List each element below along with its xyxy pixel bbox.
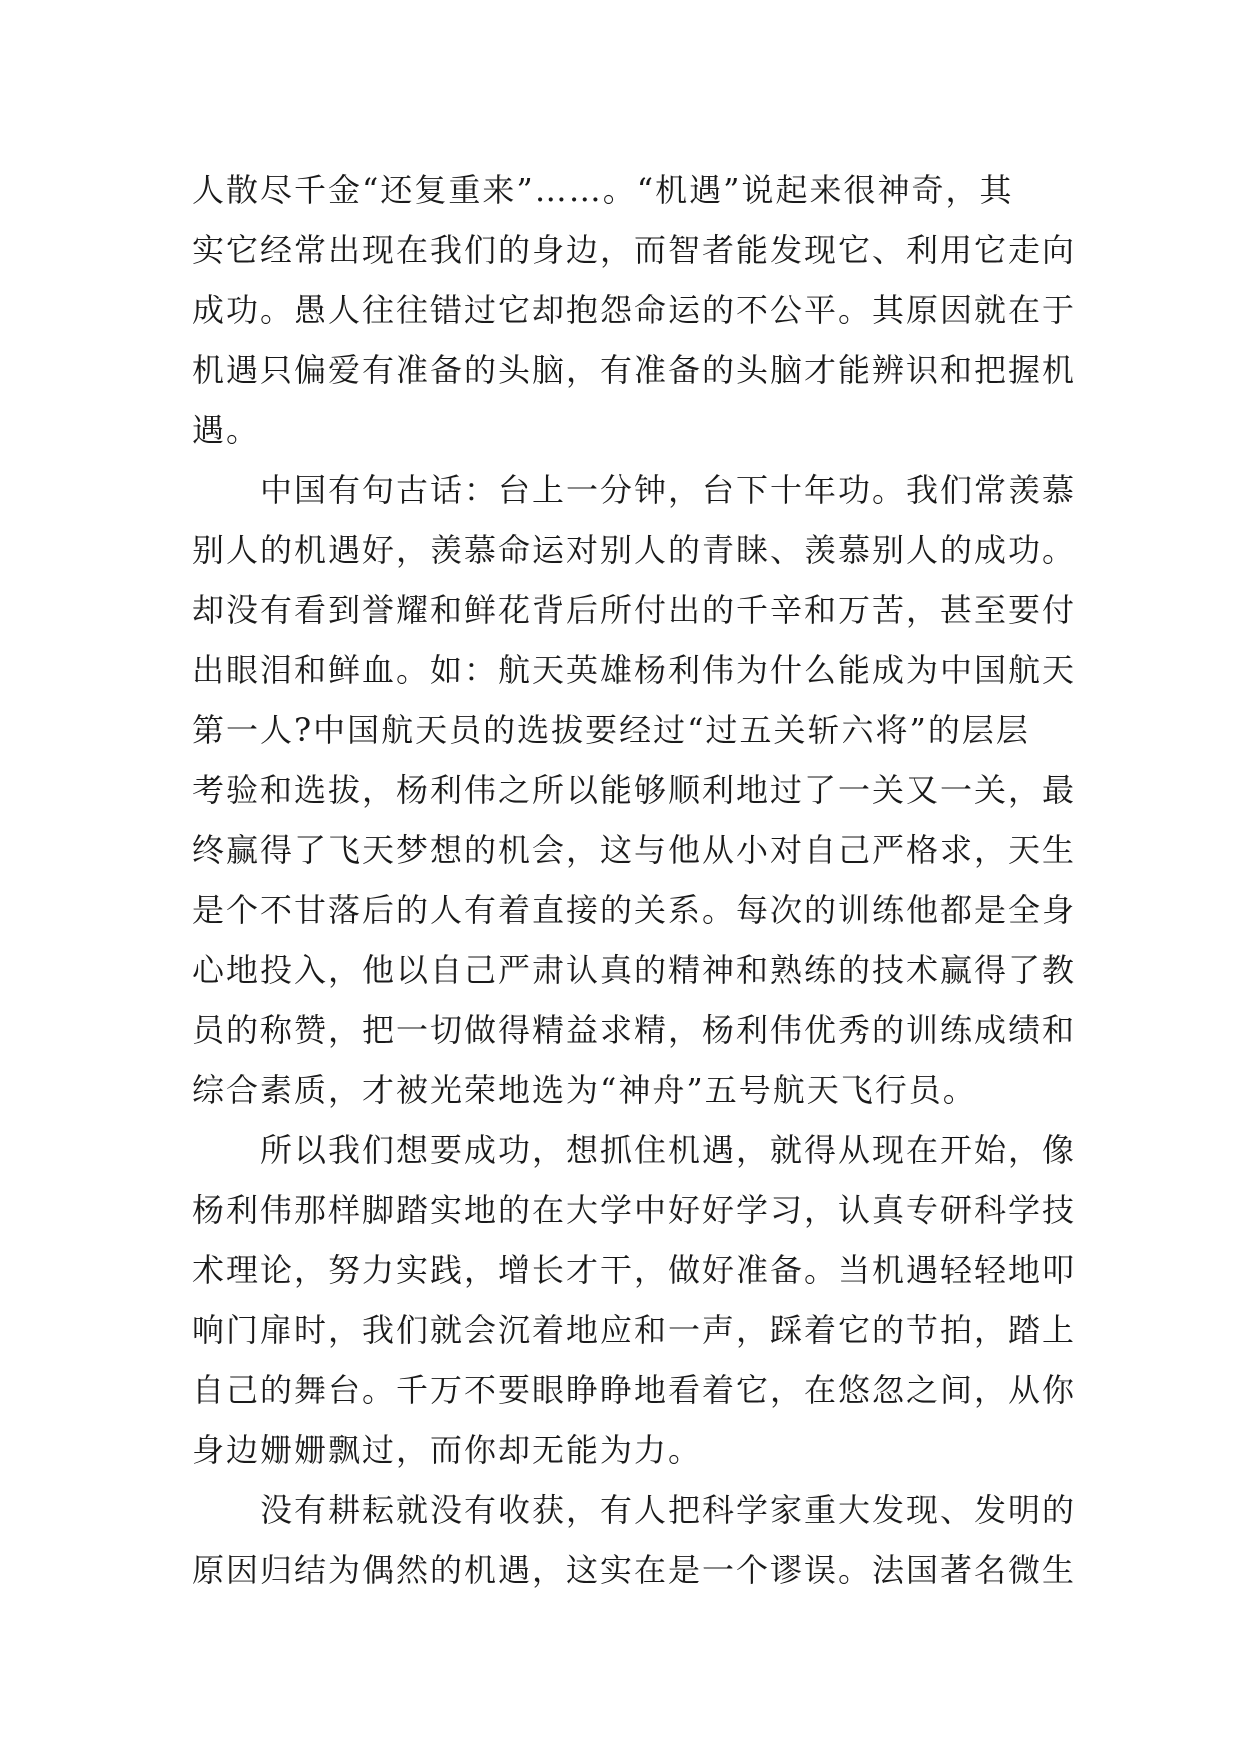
text-line-14: 心地投入，他以自己严肃认真的精神和熟练的技术赢得了教 <box>192 951 1077 989</box>
body-text <box>192 160 1077 1600</box>
text-line-19: 术理论，努力实践，增长才干，做好准备。当机遇轻轻地叩 <box>192 1251 1077 1289</box>
text-line-7: 别人的机遇好，羡慕命运对别人的青睐、羡慕别人的成功。 <box>192 531 1077 569</box>
text-line-9: 出眼泪和鲜血。如：航天英雄杨利伟为什么能成为中国航天 <box>192 651 1077 689</box>
text-line-15: 员的称赞，把一切做得精益求精，杨利伟优秀的训练成绩和 <box>192 1011 1077 1049</box>
text-line-18: 杨利伟那样脚踏实地的在大学中好好学习，认真专研科学技 <box>192 1191 1077 1229</box>
text-line-17: 所以我们想要成功，想抓住机遇，就得从现在开始，像 <box>192 1131 1077 1169</box>
text-line-11: 考验和选拔，杨利伟之所以能够顺利地过了一关又一关，最 <box>192 771 1077 809</box>
text-line-1: 人散尽千金“还复重来”……。“机遇”说起来很神奇，其 <box>192 171 1014 209</box>
text-line-8: 却没有看到誉耀和鲜花背后所付出的千辛和万苦，甚至要付 <box>192 591 1077 629</box>
text-line-22: 身边姗姗飘过，而你却无能为力。 <box>192 1431 703 1469</box>
text-line-3: 成功。愚人往往错过它却抱怨命运的不公平。其原因就在于 <box>192 291 1077 329</box>
text-line-13: 是个不甘落后的人有着直接的关系。每次的训练他都是全身 <box>192 891 1077 929</box>
text-line-10: 第一人?中国航天员的选拔要经过“过五关斩六将”的层层 <box>192 711 1030 749</box>
text-line-5: 遇。 <box>192 411 261 449</box>
text-line-4: 机遇只偏爱有准备的头脑，有准备的头脑才能辨识和把握机 <box>192 351 1077 389</box>
text-line-21: 自己的舞台。千万不要眼睁睁地看着它，在悠忽之间，从你 <box>192 1371 1077 1409</box>
text-line-2: 实它经常出现在我们的身边，而智者能发现它、利用它走向 <box>192 231 1077 269</box>
text-line-6: 中国有句古话：台上一分钟，台下十年功。我们常羡慕 <box>192 471 1077 509</box>
text-line-24: 原因归结为偶然的机遇，这实在是一个谬误。法国著名微生 <box>192 1551 1077 1589</box>
text-line-20: 响门扉时，我们就会沉着地应和一声，踩着它的节拍，踏上 <box>192 1311 1077 1349</box>
text-line-16: 综合素质，才被光荣地选为“神舟”五号航天飞行员。 <box>192 1071 977 1109</box>
text-line-12: 终赢得了飞天梦想的机会，这与他从小对自己严格求，天生 <box>192 831 1077 869</box>
text-line-23: 没有耕耘就没有收获，有人把科学家重大发现、发明的 <box>192 1491 1077 1529</box>
